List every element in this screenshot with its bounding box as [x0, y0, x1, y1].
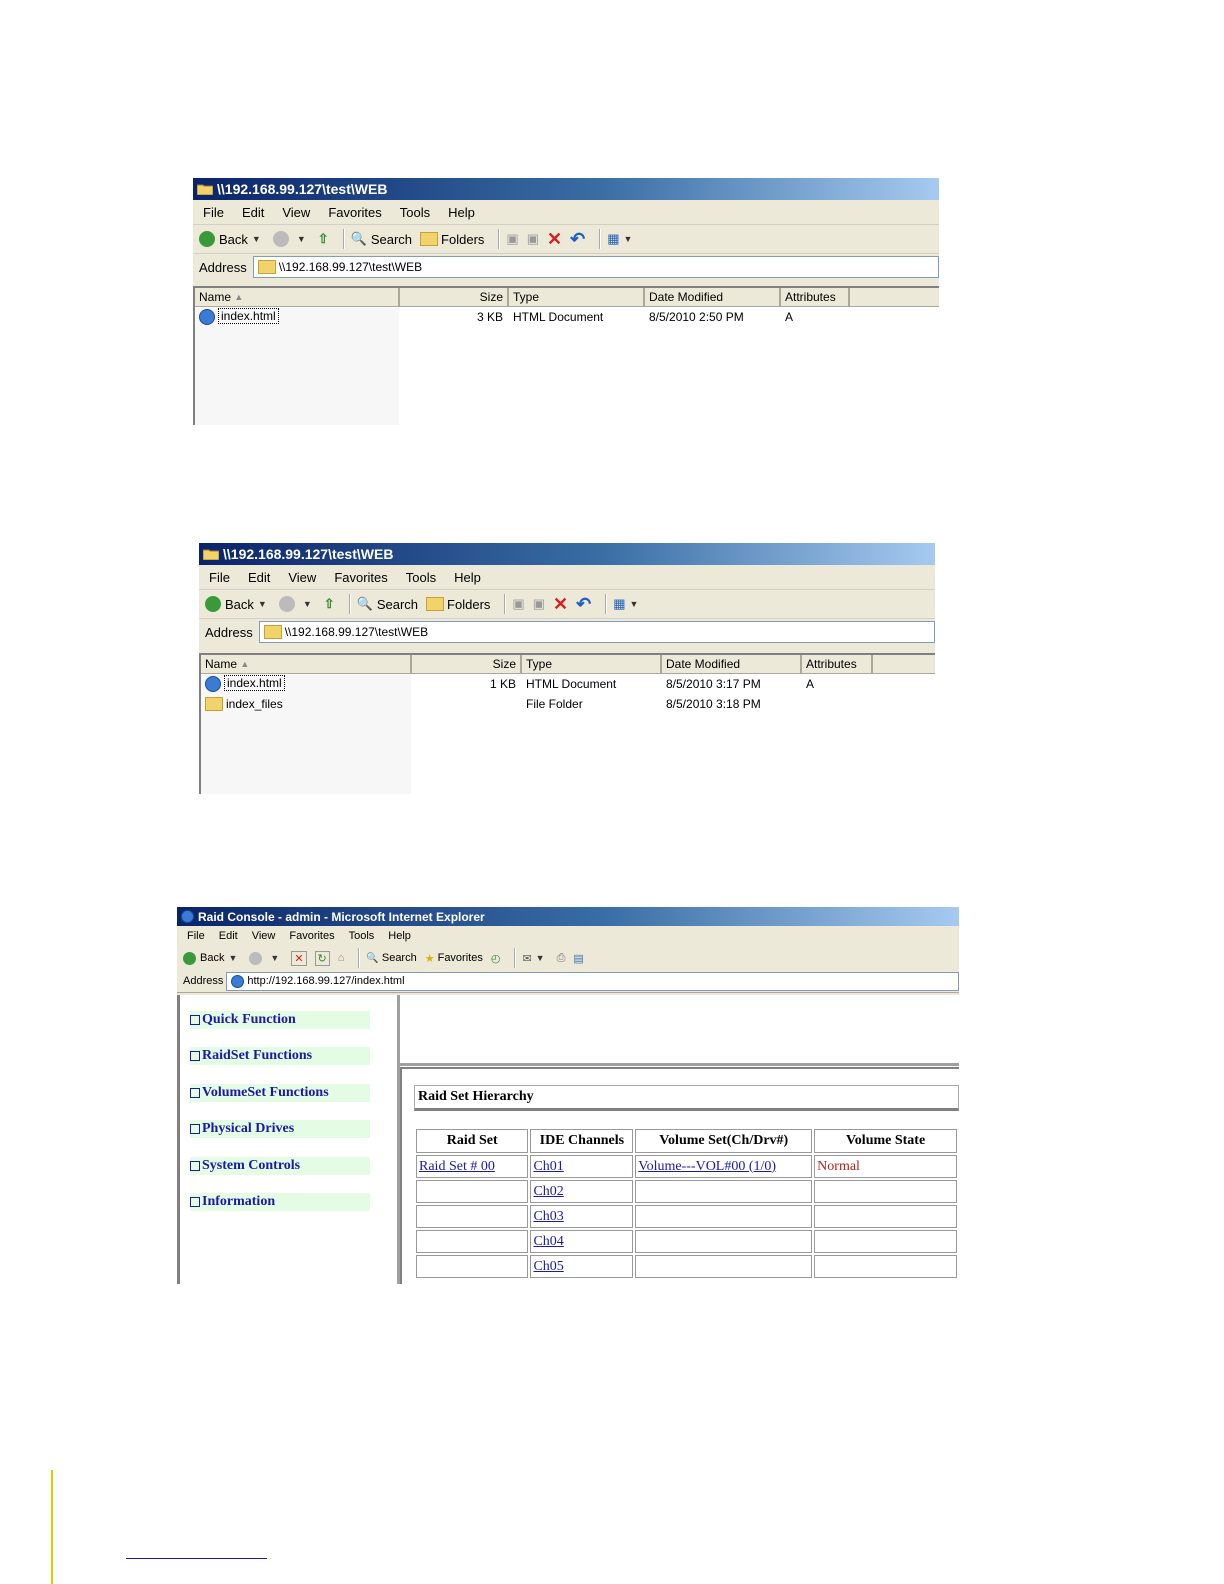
up-folder-button[interactable]: [324, 596, 335, 612]
toolbar: [199, 590, 935, 619]
up-folder-icon: ⇧: [317, 231, 329, 246]
copy-to-icon: ▣: [526, 231, 539, 246]
address-bar: [193, 254, 939, 280]
raid-set-cell: [416, 1230, 528, 1253]
nav-physical-drives[interactable]: [190, 1120, 370, 1138]
ie-page-icon: [231, 975, 244, 988]
checkbox-icon: [190, 1197, 200, 1207]
up-folder-button[interactable]: [318, 231, 329, 247]
folder-icon: [197, 183, 213, 195]
chevron-down-icon[interactable]: ▼: [228, 953, 238, 963]
search-icon: 🔍: [366, 952, 379, 964]
search-label: Search: [376, 596, 419, 612]
column-header-date[interactable]: Date Modified: [645, 288, 781, 306]
menu-file[interactable]: File: [203, 204, 224, 220]
nav-label: Information: [202, 1194, 276, 1209]
menu-file[interactable]: File: [209, 569, 230, 585]
print-icon: ⎙: [556, 951, 566, 964]
nav-raidset-functions[interactable]: [190, 1047, 370, 1065]
toolbar-divider: [349, 594, 351, 614]
search-button[interactable]: [351, 231, 412, 247]
file-name: index.html: [218, 308, 279, 324]
toolbar-divider: [343, 229, 345, 249]
ie-document-icon: [199, 309, 215, 325]
folder-icon: [420, 232, 438, 246]
sort-ascending-icon: ▲: [240, 659, 250, 669]
window-titlebar: [199, 543, 935, 565]
file-type: File Folder: [526, 697, 583, 711]
menu-edit[interactable]: Edit: [247, 569, 271, 585]
address-bar: [177, 970, 959, 993]
menu-help[interactable]: Help: [454, 569, 481, 585]
menu-tools[interactable]: Tools: [348, 930, 375, 942]
volume-set-link[interactable]: Volume---VOL#00 (1/0): [638, 1158, 777, 1174]
file-size: 3 KB: [476, 310, 503, 324]
back-arrow-icon: [199, 231, 215, 247]
address-value: \\192.168.99.127\test\WEB: [278, 260, 423, 274]
edit-page-icon: ▤: [573, 952, 584, 965]
checkbox-icon: [190, 1124, 200, 1134]
table-row: [416, 1180, 957, 1203]
file-list: [199, 653, 935, 794]
file-name: index.html: [224, 675, 285, 691]
toolbar-divider: [498, 229, 500, 249]
folder-icon: [203, 548, 219, 560]
refresh-icon: ↻: [315, 951, 330, 966]
history-icon: ◴: [490, 952, 501, 965]
window-titlebar: [193, 178, 939, 200]
nav-information[interactable]: [190, 1193, 370, 1211]
folders-button[interactable]: [420, 232, 484, 247]
undo-icon: ↶: [570, 228, 586, 249]
menu-favorites[interactable]: Favorites: [334, 569, 388, 585]
stop-button[interactable]: [291, 951, 306, 966]
chevron-down-icon[interactable]: ▼: [302, 599, 312, 609]
column-header-size[interactable]: Size: [400, 288, 509, 306]
folder-icon: [205, 697, 223, 711]
column-header-size[interactable]: Size: [412, 655, 522, 673]
file-name: index_files: [226, 696, 283, 711]
file-size: 1 KB: [489, 677, 516, 691]
file-attributes: A: [785, 310, 794, 324]
ie-window: [177, 907, 959, 1284]
chevron-down-icon[interactable]: ▼: [251, 234, 261, 244]
header-volume-set: Volume Set(Ch/Drv#): [635, 1129, 812, 1153]
history-button[interactable]: [491, 952, 501, 965]
move-to-button[interactable]: [512, 596, 524, 612]
home-icon: ⌂: [337, 952, 345, 964]
favorites-button[interactable]: [425, 952, 483, 965]
forward-button[interactable]: [279, 596, 316, 612]
menu-favorites[interactable]: Favorites: [289, 930, 335, 942]
move-to-icon: ▣: [506, 231, 519, 246]
back-button[interactable]: [205, 596, 271, 612]
back-arrow-icon: [183, 952, 196, 965]
window-title: \\192.168.99.127\test\WEB: [223, 546, 394, 562]
edit-button[interactable]: [573, 952, 583, 965]
forward-button[interactable]: [273, 231, 310, 247]
search-button[interactable]: [357, 596, 418, 612]
search-button[interactable]: [366, 952, 416, 964]
menu-tools[interactable]: Tools: [399, 204, 431, 220]
views-icon: ▦: [613, 596, 626, 611]
menu-file[interactable]: File: [187, 930, 205, 942]
toolbar: [193, 225, 939, 254]
table-row: [416, 1205, 957, 1228]
nav-volumeset-functions[interactable]: [190, 1084, 370, 1102]
search-label: Search: [381, 952, 417, 964]
views-icon: ▦: [607, 231, 620, 246]
undo-icon: ↶: [576, 593, 592, 614]
nav-label: Quick Function: [202, 1012, 296, 1027]
toolbar-divider: [599, 229, 601, 249]
mail-icon: ✉: [522, 952, 532, 965]
file-name-cell: [201, 697, 412, 712]
mail-button[interactable]: [522, 952, 548, 965]
star-icon: ★: [424, 952, 435, 965]
folders-label: Folders: [447, 596, 491, 612]
volume-set-cell: [635, 1255, 812, 1278]
address-value: http://192.168.99.127/index.html: [247, 975, 405, 987]
file-type: HTML Document: [513, 310, 604, 324]
nav-frame: [180, 995, 400, 1284]
file-row[interactable]: [201, 674, 935, 694]
address-input[interactable]: [253, 256, 939, 278]
menu-edit[interactable]: Edit: [218, 930, 238, 942]
file-row[interactable]: [195, 307, 939, 327]
volume-state: [814, 1180, 957, 1203]
address-bar: [199, 619, 935, 645]
nav-label: Physical Drives: [202, 1121, 295, 1136]
ie-logo-icon: [181, 910, 194, 923]
file-name-cell: [195, 309, 400, 325]
channel-link[interactable]: Ch01: [533, 1158, 564, 1174]
search-icon: 🔍: [356, 596, 373, 611]
home-button[interactable]: [338, 952, 345, 964]
top-frame: [400, 995, 959, 1066]
folder-icon: [258, 260, 276, 274]
checkbox-icon: [190, 1161, 200, 1171]
undo-button[interactable]: [570, 229, 585, 250]
folder-icon: [264, 625, 282, 639]
delete-button[interactable]: [547, 229, 562, 250]
footer-rule: [126, 1558, 267, 1559]
delete-button[interactable]: [553, 594, 568, 615]
menu-edit[interactable]: Edit: [241, 204, 265, 220]
menu-bar: [193, 200, 939, 225]
raid-set-cell: [416, 1255, 528, 1278]
forward-arrow-icon: [249, 952, 262, 965]
header-volume-state: Volume State: [814, 1129, 957, 1153]
list-header: [201, 655, 935, 674]
volume-set-cell: [635, 1205, 812, 1228]
folders-label: Folders: [441, 231, 485, 247]
back-label: Back: [200, 952, 225, 964]
channel-link[interactable]: Ch02: [533, 1183, 564, 1199]
search-label: Search: [370, 231, 413, 247]
address-label: Address: [183, 975, 224, 987]
ie-document-icon: [205, 676, 221, 692]
page-content: [177, 995, 959, 1284]
toolbar-divider: [514, 948, 516, 968]
volume-set-cell: [635, 1230, 812, 1253]
toolbar-divider: [605, 594, 607, 614]
move-to-icon: ▣: [512, 596, 525, 611]
search-icon: 🔍: [350, 231, 367, 246]
address-input[interactable]: [259, 621, 935, 643]
explorer-window-1: [193, 178, 939, 425]
column-header-attributes[interactable]: Attributes: [802, 655, 873, 673]
refresh-button[interactable]: [315, 951, 330, 966]
window-titlebar: [177, 907, 959, 926]
header-raid-set: Raid Set: [416, 1129, 528, 1153]
toolbar-divider: [358, 948, 360, 968]
delete-x-icon: ✕: [547, 228, 563, 249]
address-input[interactable]: [226, 972, 959, 991]
hierarchy-title: Raid Set Hierarchy: [414, 1085, 959, 1111]
checkbox-icon: [190, 1051, 200, 1061]
sort-ascending-icon: ▲: [234, 292, 244, 302]
file-date: 8/5/2010 2:50 PM: [649, 310, 744, 324]
forward-button[interactable]: [249, 952, 283, 965]
raid-set-cell: [416, 1205, 528, 1228]
column-header-type[interactable]: Type: [522, 655, 662, 673]
channel-link[interactable]: Ch04: [533, 1233, 564, 1249]
folder-icon: [426, 597, 444, 611]
file-list: [193, 286, 939, 425]
page-accent-bar: [51, 1470, 53, 1584]
views-button[interactable]: [607, 231, 636, 247]
channel-link[interactable]: Ch03: [533, 1208, 564, 1224]
table-header-row: [416, 1129, 957, 1153]
menu-bar: [199, 565, 935, 590]
copy-to-button[interactable]: [527, 231, 539, 247]
move-to-button[interactable]: [506, 231, 518, 247]
up-folder-icon: ⇧: [323, 596, 335, 611]
chevron-down-icon: ▼: [535, 953, 545, 963]
menu-view[interactable]: View: [251, 930, 276, 942]
file-type: HTML Document: [526, 677, 617, 691]
folders-button[interactable]: [426, 597, 490, 612]
menu-view[interactable]: View: [282, 204, 311, 220]
views-button[interactable]: [613, 596, 642, 612]
file-attributes: A: [806, 677, 815, 691]
back-label: Back: [219, 231, 248, 247]
print-button[interactable]: [557, 952, 566, 965]
toolbar-divider: [504, 594, 506, 614]
chevron-down-icon[interactable]: ▼: [270, 953, 280, 963]
checkbox-icon: [190, 1088, 200, 1098]
window-title: Raid Console - admin - Microsoft Internet Explorer: [198, 909, 485, 924]
nav-label: VolumeSet Functions: [202, 1085, 329, 1100]
back-label: Back: [225, 596, 254, 612]
main-frame: [400, 1067, 959, 1284]
back-button[interactable]: [183, 952, 241, 965]
nav-label: System Controls: [202, 1158, 301, 1173]
nav-label: RaidSet Functions: [202, 1048, 313, 1063]
menu-view[interactable]: View: [288, 569, 317, 585]
undo-button[interactable]: [576, 594, 591, 615]
chevron-down-icon: ▼: [623, 234, 633, 244]
volume-state: [814, 1230, 957, 1253]
volume-state: [814, 1205, 957, 1228]
window-title: \\192.168.99.127\test\WEB: [217, 181, 388, 197]
chevron-down-icon[interactable]: ▼: [257, 599, 267, 609]
raid-set-link[interactable]: Raid Set # 00: [419, 1158, 495, 1174]
address-label: Address: [199, 259, 247, 275]
forward-arrow-icon: [273, 231, 289, 247]
nav-quick-function[interactable]: [190, 1011, 370, 1029]
menu-favorites[interactable]: Favorites: [328, 204, 382, 220]
nav-system-controls[interactable]: [190, 1157, 370, 1175]
back-button[interactable]: [199, 231, 265, 247]
column-header-name[interactable]: Name ▲: [201, 655, 412, 673]
column-header-name[interactable]: Name ▲: [195, 288, 400, 306]
chevron-down-icon[interactable]: ▼: [296, 234, 306, 244]
explorer-window-2: [199, 543, 935, 794]
file-name-cell: [201, 676, 412, 692]
address-label: Address: [205, 624, 253, 640]
copy-to-icon: ▣: [532, 596, 545, 611]
forward-arrow-icon: [279, 596, 295, 612]
back-arrow-icon: [205, 596, 221, 612]
column-header-type[interactable]: Type: [509, 288, 645, 306]
chevron-down-icon: ▼: [629, 599, 639, 609]
table-row: [416, 1230, 957, 1253]
header-ide-channels: IDE Channels: [530, 1129, 633, 1153]
channel-link[interactable]: Ch05: [533, 1258, 564, 1274]
raid-hierarchy-table: [414, 1127, 959, 1280]
list-header: [195, 288, 939, 307]
stop-icon: ✕: [291, 951, 306, 966]
delete-x-icon: ✕: [553, 593, 569, 614]
menu-help[interactable]: Help: [448, 204, 475, 220]
column-header-date[interactable]: Date Modified: [662, 655, 802, 673]
table-row: [416, 1255, 957, 1278]
address-value: \\192.168.99.127\test\WEB: [284, 625, 429, 639]
menu-help[interactable]: Help: [388, 930, 411, 942]
file-date: 8/5/2010 3:17 PM: [666, 677, 761, 691]
favorites-label: Favorites: [437, 952, 483, 964]
volume-set-cell: [635, 1180, 812, 1203]
column-header-attributes[interactable]: Attributes: [781, 288, 850, 306]
file-row[interactable]: [201, 694, 935, 714]
menu-bar: [177, 926, 959, 946]
checkbox-icon: [190, 1015, 200, 1025]
volume-state: Normal: [814, 1155, 957, 1178]
menu-tools[interactable]: Tools: [405, 569, 437, 585]
volume-state: [814, 1255, 957, 1278]
file-date: 8/5/2010 3:18 PM: [666, 697, 761, 711]
table-row: [416, 1155, 957, 1178]
copy-to-button[interactable]: [533, 596, 545, 612]
raid-set-cell: [416, 1180, 528, 1203]
toolbar: [177, 946, 959, 970]
